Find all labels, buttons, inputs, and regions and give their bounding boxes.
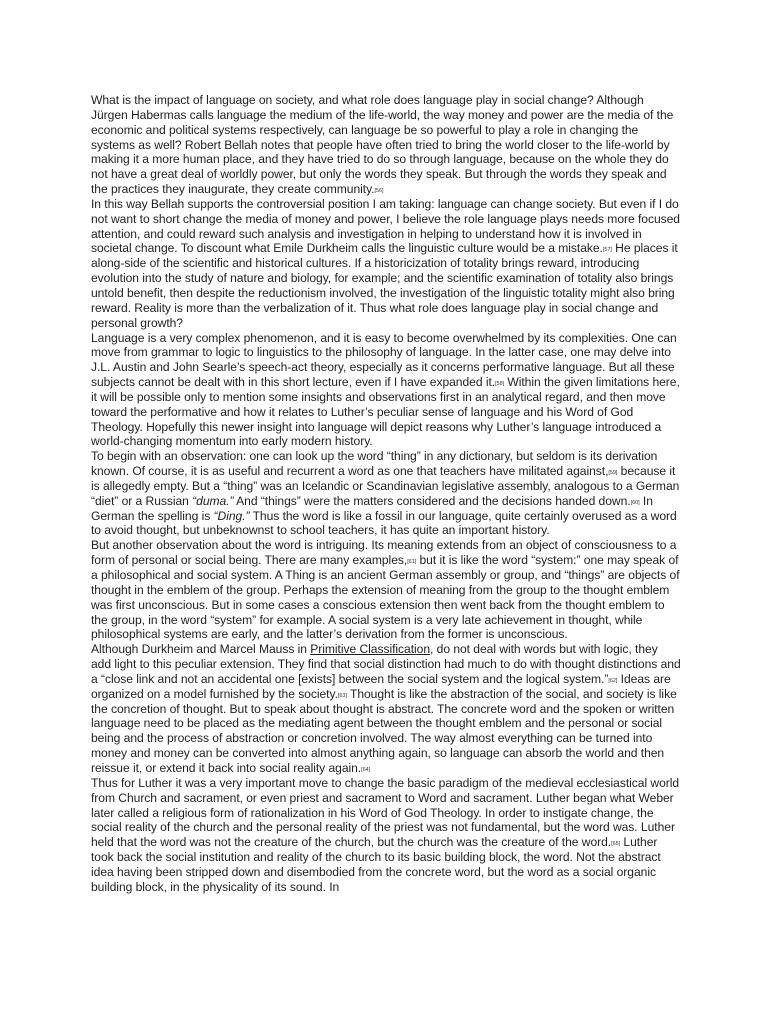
paragraph-text: In this way Bellah supports the controversial position I am taking: language can change society. But even if I do not want to short change the media of money and power, I believe the role language plays needs more focused attention, and could reward such analysis and investigation in helping to understand how it is involved in societal change. To discount what Emile Durkheim calls the linguistic culture would be a mistake. [91, 196, 680, 256]
paragraph-text: Although Durkheim and Marcel Mauss in [91, 642, 311, 657]
paragraph [91, 197, 681, 331]
document-body [91, 93, 681, 895]
paragraph-text: Language is a very complex phenomenon, and it is easy to become overwhelmed by its complexities. One can move from grammar to logic to linguistics to the philosophy of language. In the latter case, one may delve into J.L. Austin and John Searle’s speech-act theory, especially as it concerns performative language. But all these subjects cannot be dealt with in this short lecture, even if I have expanded it. [91, 330, 677, 390]
paragraph-text: , do not deal with words but with logic, they add light to this peculiar extension. They find that social distinction had much to do with thought distinctions and a “close link and not an accidental one [exists] between the social system and the logical system.” [91, 642, 681, 686]
footnote-ref[interactable]: [61] [407, 559, 417, 566]
paragraph-text: Thus the word is like a fossil in our language, quite certainly overused as a word to avoid thought, but unbeknownst to school teachers, it has quite an important history. [91, 508, 677, 538]
paragraph-text: Thought is like the abstraction of the social, and society is like the concretion of thought. But to speak about thought is abstract. The concrete word and the spoken or written language need to be placed as the mediating agent between the thought emblem and the personal or social being and the process of abstraction or concretion involved. The way almost everything can be turned into money and money can be converted into almost anything again, so language can absorb the world and then reissue it, or extend it back into social reality again. [91, 686, 677, 775]
paragraph-text: He places it along-side of the scientific and historical cultures. If a historicization of totality brings reward, introducing evolution into the study of nature and biology, for example; and the scientific examination of totality also brings untold benefit, then despite the reductionism involved, the investigation of the linguistic totality might also bring reward. Reality is more than the verbalization of it. Thus what role does language play in social change and personal growth? [91, 241, 678, 330]
emphasized-term: “Ding.” [213, 508, 250, 523]
paragraph-text: What is the impact of language on society, and what role does language play in social change? Although Jürgen Habermas calls language the medium of the life-world, the way money and power are the media of the economic and political systems respectively, can language be so powerful to play a role in changing the systems as well? Robert Bellah notes that people have often tried to bring the world closer to the life-world by making it a more human place, and they have tried to do so through language, because on the whole they do not have a great deal of worldly power, but only the words they speak. But through the words they speak and the practices they inaugurate, they create community. [91, 93, 674, 197]
footnote-ref[interactable]: [64] [361, 766, 371, 773]
paragraph-text: And “things” were the matters considered and the decisions handed down. [233, 493, 631, 508]
footnote-ref[interactable]: [57] [602, 247, 612, 254]
footnote-ref[interactable]: [56] [374, 188, 384, 195]
footnote-ref[interactable]: [60] [630, 499, 640, 506]
paragraph [91, 776, 681, 895]
paragraph-text: Luther took back the social institution and reality of the church to its basic building block, the word. Not the abstract idea having been stripped down and disembodied from the concrete word, but the word as a social organic building block, in the physicality of its sound. In [91, 835, 661, 894]
footnote-ref[interactable]: [65] [611, 841, 621, 848]
paragraph-text: Ideas are organized on a model furnished by the society. [91, 671, 671, 701]
paragraph-text: Within the given limitations here, it will be possible only to mention some insights and observations first in an analytical regard, and then move toward the performative and how it relates to Luther’s peculiar sense of language and his Word of God Theology. Hopefully this newer insight into language will depict reasons why Luther’s language introduced a world-changing momentum into early modern history. [91, 375, 680, 449]
book-title-link[interactable]: Primitive Classification [310, 642, 431, 657]
paragraph-text: Thus for Luther it was a very important move to change the basic paradigm of the medieval ecclesiastical world from Church and sacrament, or even priest and sacrament to Word and sacrament. Luther began what Weber later called a religious form of rationalization in his Word of God Theology. In order to instigate change, the social reality of the church and the personal reality of the priest was not fundamental, but the word was. Luther held that the word was not the creature of the church, but the church was the creature of the word. [91, 775, 680, 850]
footnote-ref[interactable]: [59] [608, 470, 618, 477]
footnote-ref[interactable]: [58] [495, 381, 505, 388]
emphasized-term: “duma.” [192, 493, 234, 508]
footnote-ref[interactable]: [62] [608, 677, 618, 684]
footnote-ref[interactable]: [63] [337, 692, 347, 699]
paragraph-text: but it is like the word “system:” one may speak of a philosophical and social system. A Thing is an ancient German assembly or group, and “things” are objects of thought in the emblem of the group. Perhaps the extension of meaning from the group to the thought emblem was first unconscious. But in some cases a conscious extension then went back from the thought emblem to the group, in the word “system” for example. A social system is a very late achievement in thought, while philosophical systems are early, and the latter’s derivation from the former is unconscious. [91, 553, 680, 642]
paragraph-text: In German the spelling is [91, 493, 653, 523]
paragraph-text: because it is allegedly empty. But a “thing” was an Icelandic or Scandinavian legislative assembly, analogous to a German “diet” or a Russian [91, 464, 680, 508]
paragraph [91, 538, 681, 642]
paragraph [91, 331, 681, 450]
paragraph-text: To begin with an observation: one can look up the word “thing” in any dictionary, but seldom is its derivation known. Of course, it is as useful and recurrent a word as one that teachers have militated against, [91, 449, 658, 479]
paragraph [91, 449, 681, 538]
paragraph-text: But another observation about the word is intriguing. Its meaning extends from an object of consciousness to a form of personal or social being. There are many examples, [91, 538, 677, 568]
paragraph [91, 93, 681, 197]
paragraph [91, 642, 681, 776]
